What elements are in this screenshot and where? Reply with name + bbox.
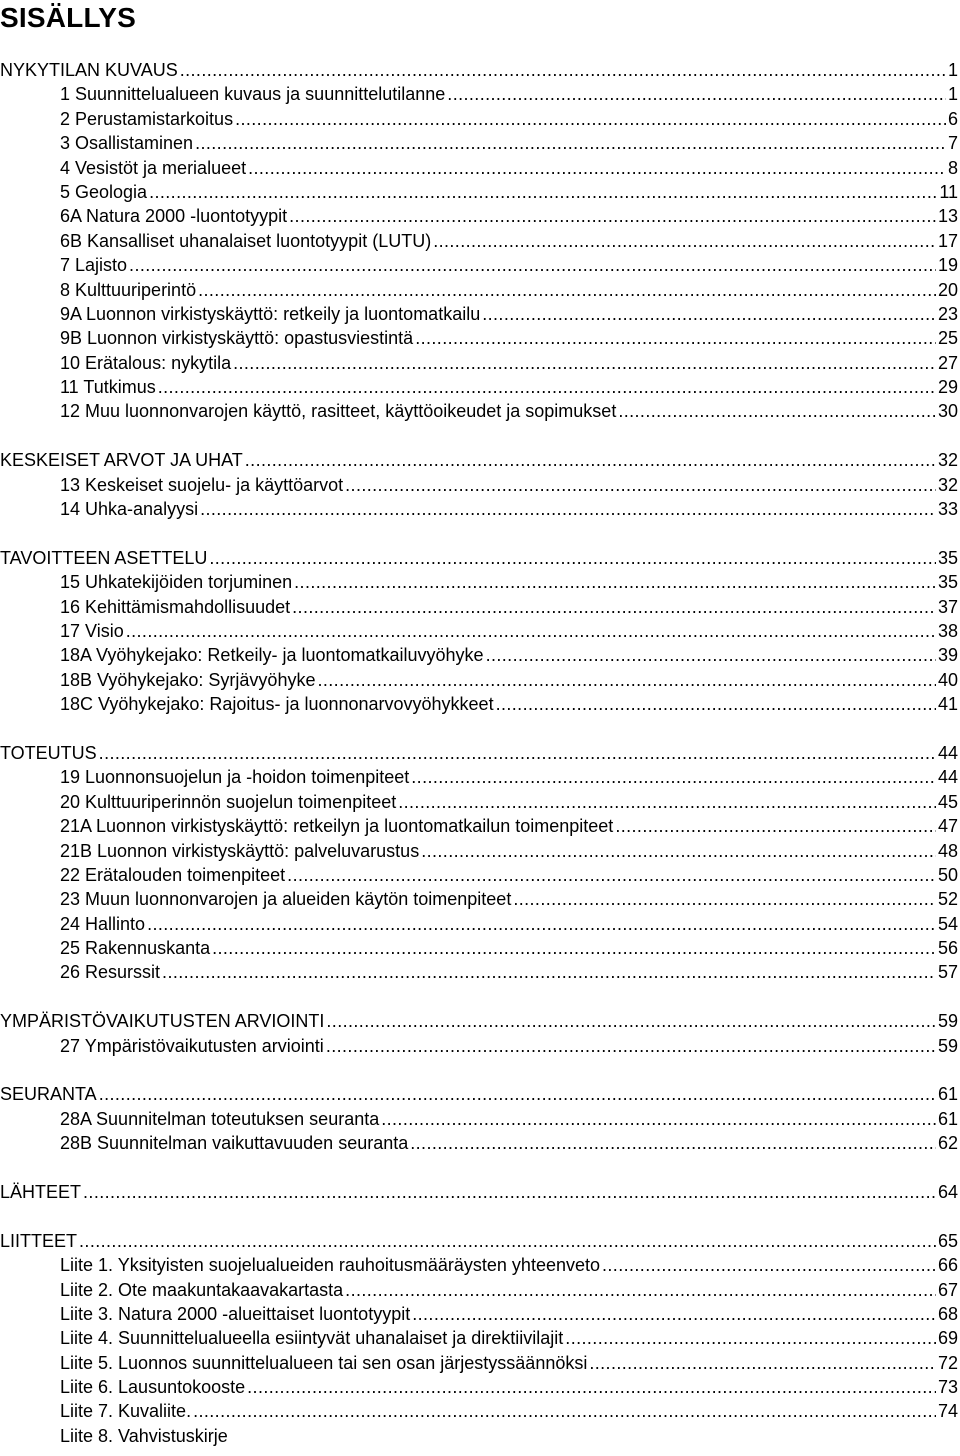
dot-leader xyxy=(294,570,936,594)
toc-page-number: 64 xyxy=(937,1181,958,1202)
toc-entry-liite-2-ote-maakuntakaavakartasta[interactable] xyxy=(0,1278,958,1302)
toc-section-group xyxy=(0,1082,958,1155)
toc-entry-16-kehittamismahdollisuudet[interactable] xyxy=(0,595,958,619)
toc-page-number: 29 xyxy=(937,377,958,398)
toc-entry-title: 7 Lajisto xyxy=(60,255,128,276)
toc-section-title: TOTEUTUS xyxy=(0,742,97,763)
toc-page-number: 54 xyxy=(937,913,958,934)
dot-leader xyxy=(99,1082,936,1106)
toc-entry-title: Liite 1. Yksityisten suojelualueiden rauhoitusmääräysten yhteenveto xyxy=(60,1255,600,1276)
toc-page-number: 44 xyxy=(937,742,958,763)
dot-leader xyxy=(149,180,937,204)
dot-leader xyxy=(247,1375,936,1399)
toc-entry-liite-8-vahvistuskirje[interactable] xyxy=(0,1424,958,1448)
toc-page-number: 37 xyxy=(937,596,958,617)
toc-entry-7-lajisto[interactable] xyxy=(0,253,958,277)
dot-leader xyxy=(345,473,936,497)
dot-leader xyxy=(248,156,946,180)
dot-leader xyxy=(482,302,936,326)
toc-section-title: NYKYTILAN KUVAUS xyxy=(0,60,178,80)
toc-entry-17-visio[interactable] xyxy=(0,619,958,643)
toc-entry-18a-vyohykejako-retkeily-ja-luontomatkailuvyohyk[interactable] xyxy=(0,643,958,667)
toc-entry-title: 2 Perustamistarkoitus xyxy=(60,108,234,129)
toc-entry-title: 3 Osallistaminen xyxy=(60,133,194,154)
toc-entry-liite-6-lausuntokooste[interactable] xyxy=(0,1375,958,1399)
dot-leader xyxy=(565,1326,936,1350)
toc-entry-title: 4 Vesistöt ja merialueet xyxy=(60,157,247,178)
toc-entry-8-kulttuuriperinto[interactable] xyxy=(0,278,958,302)
toc-section-title: KESKEISET ARVOT JA UHAT xyxy=(0,450,243,471)
toc-entry-6b-kansalliset-uhanalaiset-luontotyypit-lutu[interactable] xyxy=(0,229,958,253)
dot-leader xyxy=(398,790,936,814)
toc-section-title: LIITTEET xyxy=(0,1230,78,1251)
toc-entry-title: 9A Luonnon virkistyskäyttö: retkeily ja luontomatkailu xyxy=(60,303,481,324)
toc-entry-title: Liite 8. Vahvistuskirje xyxy=(60,1425,228,1446)
dot-leader xyxy=(411,765,936,789)
toc-page-number: 66 xyxy=(937,1255,958,1276)
dot-leader xyxy=(162,960,936,984)
toc-entry-title: 26 Resurssit xyxy=(60,962,161,983)
toc-section-title: TAVOITTEEN ASETTELU xyxy=(0,547,208,568)
dot-leader xyxy=(513,887,936,911)
toc-entry-title: 16 Kehittämismahdollisuudet xyxy=(60,596,291,617)
toc-page-number: 69 xyxy=(937,1328,958,1349)
toc-section-group xyxy=(0,741,958,985)
toc-entry-9a-luonnon-virkistyskaytto-retkeily-ja-luontomat[interactable] xyxy=(0,302,958,326)
dot-leader xyxy=(615,814,936,838)
toc-page-number: 50 xyxy=(937,864,958,885)
toc-entry-title: 6A Natura 2000 -luontotyypit xyxy=(60,206,288,227)
toc-page-number: 32 xyxy=(937,474,958,495)
toc-page-number: 39 xyxy=(937,645,958,666)
toc-entry-20-kulttuuriperinnon-suojelun-toimenpiteet[interactable] xyxy=(0,790,958,814)
toc-entry-title: 18C Vyöhykejako: Rajoitus- ja luonnonarvovyöhykkeet xyxy=(60,694,494,715)
toc-entry-title: 21A Luonnon virkistyskäyttö: retkeilyn ja luontomatkailun toimenpiteet xyxy=(60,816,614,837)
toc-entry-28b-suunnitelman-vaikuttavuuden-seuranta[interactable] xyxy=(0,1131,958,1155)
toc-page-number: 57 xyxy=(937,962,958,983)
toc-page-number: 61 xyxy=(937,1084,958,1105)
toc-page-number: 38 xyxy=(937,620,958,641)
dot-leader xyxy=(99,741,936,765)
toc-entry-title: 18B Vyöhykejako: Syrjävyöhyke xyxy=(60,669,316,690)
toc-section-ymparistovaikutusten-arviointi[interactable] xyxy=(0,1009,958,1033)
dot-leader xyxy=(292,595,936,619)
toc-page-number: 68 xyxy=(937,1303,958,1324)
dot-leader xyxy=(618,399,936,423)
toc-page-number: 32 xyxy=(937,450,958,471)
dot-leader xyxy=(147,912,936,936)
toc-page-number: 73 xyxy=(937,1377,958,1398)
dot-leader xyxy=(233,351,936,375)
toc-page-number: 1 xyxy=(947,84,958,105)
toc-entry-title: Liite 3. Natura 2000 -alueittaiset luontotyypit xyxy=(60,1303,411,1324)
toc-page-number: 35 xyxy=(937,547,958,568)
dot-leader xyxy=(209,546,936,570)
dot-leader xyxy=(326,1009,936,1033)
dot-leader xyxy=(447,82,946,106)
toc-entry-title: 25 Rakennuskanta xyxy=(60,938,211,959)
toc-entry-title: 1 Suunnittelualueen kuvaus ja suunnittelutilanne xyxy=(60,84,446,105)
toc-page-number: 41 xyxy=(937,694,958,715)
dot-leader xyxy=(158,375,936,399)
toc-page-number: 20 xyxy=(937,279,958,300)
toc-entry-5-geologia[interactable] xyxy=(0,180,958,204)
dot-leader xyxy=(326,1034,936,1058)
toc-entry-title: 12 Muu luonnonvarojen käyttö, rasitteet, käyttöoikeudet ja sopimukset xyxy=(60,401,617,422)
toc-entry-title: 21B Luonnon virkistyskäyttö: palveluvarustus xyxy=(60,840,420,861)
dot-leader xyxy=(83,1180,936,1204)
toc-entry-title: Liite 4. Suunnittelualueella esiintyvät uhanalaiset ja direktiivilajit xyxy=(60,1328,564,1349)
dot-leader xyxy=(212,936,936,960)
toc-entry-12-muu-luonnonvarojen-kaytto-rasitteet-kayttooik[interactable] xyxy=(0,399,958,423)
toc-page-number: 67 xyxy=(937,1279,958,1300)
toc-entry-title: 11 Tutkimus xyxy=(60,377,156,398)
toc-entry-title: 17 Visio xyxy=(60,620,124,641)
toc-page-number: 45 xyxy=(937,791,958,812)
toc-entry-liite-3-natura-2000-alueittaiset-luontotyypit[interactable] xyxy=(0,1302,958,1326)
toc-entry-title: 13 Keskeiset suojelu- ja käyttöarvot xyxy=(60,474,344,495)
dot-leader xyxy=(589,1351,936,1375)
dot-leader xyxy=(381,1107,936,1131)
toc-page-number: 17 xyxy=(937,230,958,251)
toc-page-number: 11 xyxy=(939,181,958,202)
toc-section-tavoitteen-asettelu[interactable] xyxy=(0,546,958,570)
toc-page-number: 30 xyxy=(937,401,958,422)
toc-page-number: 7 xyxy=(947,133,958,154)
toc-page-number: 65 xyxy=(937,1230,958,1251)
toc-entry-21a-luonnon-virkistyskaytto-retkeilyn-ja-luontom[interactable] xyxy=(0,814,958,838)
dot-leader xyxy=(412,1302,936,1326)
toc-entry-title: 20 Kulttuuriperinnön suojelun toimenpiteet xyxy=(60,791,397,812)
dot-leader xyxy=(126,619,936,643)
toc-entry-title: Liite 6. Lausuntokooste xyxy=(60,1377,246,1398)
dot-leader xyxy=(289,204,936,228)
toc-section-title: YMPÄRISTÖVAIKUTUSTEN ARVIOINTI xyxy=(0,1011,325,1032)
toc-entry-title: 10 Erätalous: nykytila xyxy=(60,352,232,373)
toc-entry-title: 8 Kulttuuriperintö xyxy=(60,279,197,300)
dot-leader xyxy=(287,863,936,887)
toc-entry-10-eratalous-nykytila[interactable] xyxy=(0,351,958,375)
toc-page-number: 48 xyxy=(937,840,958,861)
dot-leader xyxy=(496,692,936,716)
toc-page-number: 74 xyxy=(937,1401,958,1422)
toc-page-number: 72 xyxy=(937,1352,958,1373)
toc-section-group xyxy=(0,1229,958,1449)
toc-page-number: 8 xyxy=(947,157,958,178)
toc-entry-title: 23 Muun luonnonvarojen ja alueiden käytön toimenpiteet xyxy=(60,889,512,910)
toc-entry-title: Liite 5. Luonnos suunnittelualueen tai sen osan järjestyssäännöksi xyxy=(60,1352,588,1373)
toc-entry-13-keskeiset-suojelu-ja-kayttoarvot[interactable] xyxy=(0,473,958,497)
toc-entry-15-uhkatekijoiden-torjuminen[interactable] xyxy=(0,570,958,594)
toc-section-toteutus[interactable] xyxy=(0,741,958,765)
toc-page-number: 23 xyxy=(937,303,958,324)
dot-leader xyxy=(317,668,936,692)
toc-section-group xyxy=(0,448,958,521)
dot-leader xyxy=(486,643,936,667)
toc-entry-2-perustamistarkoitus[interactable] xyxy=(0,107,958,131)
toc-page-number: 13 xyxy=(937,206,958,227)
toc-entry-title: 15 Uhkatekijöiden torjuminen xyxy=(60,572,293,593)
toc-entry-title: Liite 7. Kuvaliite. xyxy=(60,1401,192,1422)
toc-entry-title: 27 Ympäristövaikutusten arviointi xyxy=(60,1035,324,1056)
toc-entry-11-tutkimus[interactable] xyxy=(0,375,958,399)
toc-section-nykytilan-kuvaus[interactable] xyxy=(0,58,958,82)
dot-leader xyxy=(129,253,936,277)
dot-leader xyxy=(415,326,936,350)
toc-page-number: 59 xyxy=(937,1035,958,1056)
toc-page-number: 56 xyxy=(937,938,958,959)
toc-entry-21b-luonnon-virkistyskaytto-palveluvarustus[interactable] xyxy=(0,839,958,863)
dot-leader xyxy=(193,1399,936,1423)
toc-entry-22-eratalouden-toimenpiteet[interactable] xyxy=(0,863,958,887)
toc-page-number: 62 xyxy=(937,1133,958,1154)
toc-entry-liite-7-kuvaliite[interactable] xyxy=(0,1399,958,1423)
toc-section-title: SEURANTA xyxy=(0,1084,97,1105)
toc-entry-28a-suunnitelman-toteutuksen-seuranta[interactable] xyxy=(0,1107,958,1131)
dot-leader xyxy=(433,229,936,253)
toc-section-lahteet[interactable] xyxy=(0,1180,958,1204)
toc-section-liitteet[interactable] xyxy=(0,1229,958,1253)
dot-leader xyxy=(410,1131,936,1155)
dot-leader xyxy=(180,58,946,82)
dot-leader xyxy=(200,497,936,521)
toc-entry-title: 24 Hallinto xyxy=(60,913,146,934)
toc-entry-26-resurssit[interactable] xyxy=(0,960,958,984)
toc-page-number: 19 xyxy=(937,255,958,276)
toc-page-number: 59 xyxy=(937,1011,958,1032)
toc-entry-27-ymparistovaikutusten-arviointi[interactable] xyxy=(0,1034,958,1058)
toc-entry-24-hallinto[interactable] xyxy=(0,912,958,936)
toc-entry-6a-natura-2000-luontotyypit[interactable] xyxy=(0,204,958,228)
dot-leader xyxy=(195,131,946,155)
dot-leader xyxy=(245,448,936,472)
toc-entry-liite-4-suunnittelualueella-esiintyvat-uhanalais[interactable] xyxy=(0,1326,958,1350)
toc-entry-4-vesistot-ja-merialueet[interactable] xyxy=(0,156,958,180)
toc-section-title: LÄHTEET xyxy=(0,1181,82,1202)
toc-section-group xyxy=(0,546,958,717)
dot-leader xyxy=(235,107,946,131)
toc-section-group xyxy=(0,1009,958,1058)
toc-entry-title: 22 Erätalouden toimenpiteet xyxy=(60,864,286,885)
toc-entry-title: 28B Suunnitelman vaikuttavuuden seuranta xyxy=(60,1133,409,1154)
toc-page-number: 44 xyxy=(937,767,958,788)
toc-page-number: 33 xyxy=(937,499,958,520)
toc-entry-14-uhka-analyysi[interactable] xyxy=(0,497,958,521)
toc-page-number: 35 xyxy=(937,572,958,593)
toc-page-number: 6 xyxy=(947,108,958,129)
toc-section-keskeiset-arvot-ja-uhat[interactable] xyxy=(0,448,958,472)
toc-entry-liite-5-luonnos-suunnittelualueen-tai-sen-osan-j[interactable] xyxy=(0,1351,958,1375)
dot-leader xyxy=(421,839,936,863)
toc-entry-title: 9B Luonnon virkistyskäyttö: opastusviestintä xyxy=(60,328,414,349)
toc-page-number: 61 xyxy=(937,1108,958,1129)
toc-heading: SISÄLLYS xyxy=(0,2,136,33)
dot-leader xyxy=(345,1278,936,1302)
toc-page-number: 1 xyxy=(947,60,958,80)
dot-leader xyxy=(79,1229,936,1253)
toc-page-number: 52 xyxy=(937,889,958,910)
toc-entry-title: 5 Geologia xyxy=(60,181,148,202)
toc-entry-18c-vyohykejako-rajoitus-ja-luonnonarvovyohykkee[interactable] xyxy=(0,692,958,716)
dot-leader xyxy=(602,1253,936,1277)
toc-entry-1-suunnittelualueen-kuvaus-ja-suunnittelutilanne[interactable] xyxy=(0,82,958,106)
toc-entry-title: 28A Suunnitelman toteutuksen seuranta xyxy=(60,1108,380,1129)
toc-section-seuranta[interactable] xyxy=(0,1082,958,1106)
toc-entry-title: 18A Vyöhykejako: Retkeily- ja luontomatkailuvyöhyke xyxy=(60,645,484,666)
toc-entry-title: Liite 2. Ote maakuntakaavakartasta xyxy=(60,1279,344,1300)
dot-leader xyxy=(198,278,936,302)
toc-page-number: 40 xyxy=(937,669,958,690)
toc-entry-title: 6B Kansalliset uhanalaiset luontotyypit (LUTU) xyxy=(60,230,432,251)
toc-entry-liite-1-yksityisten-suojelualueiden-rauhoitusmaa[interactable] xyxy=(0,1253,958,1277)
toc-entry-9b-luonnon-virkistyskaytto-opastusviestinta[interactable] xyxy=(0,326,958,350)
toc-page-number: 47 xyxy=(937,816,958,837)
toc-entry-3-osallistaminen[interactable] xyxy=(0,131,958,155)
toc-section-group xyxy=(0,1180,958,1204)
table-of-contents xyxy=(0,58,958,1448)
toc-entry-25-rakennuskanta[interactable] xyxy=(0,936,958,960)
toc-entry-23-muun-luonnonvarojen-ja-alueiden-kayton-toimen[interactable] xyxy=(0,887,958,911)
toc-section-group xyxy=(0,58,958,424)
toc-page-number: 25 xyxy=(937,328,958,349)
toc-entry-18b-vyohykejako-syrjavyohyke[interactable] xyxy=(0,668,958,692)
toc-page-number: 27 xyxy=(937,352,958,373)
toc-entry-title: 14 Uhka-analyysi xyxy=(60,499,199,520)
toc-entry-title: 19 Luonnonsuojelun ja -hoidon toimenpiteet xyxy=(60,767,410,788)
toc-entry-19-luonnonsuojelun-ja-hoidon-toimenpiteet[interactable] xyxy=(0,765,958,789)
